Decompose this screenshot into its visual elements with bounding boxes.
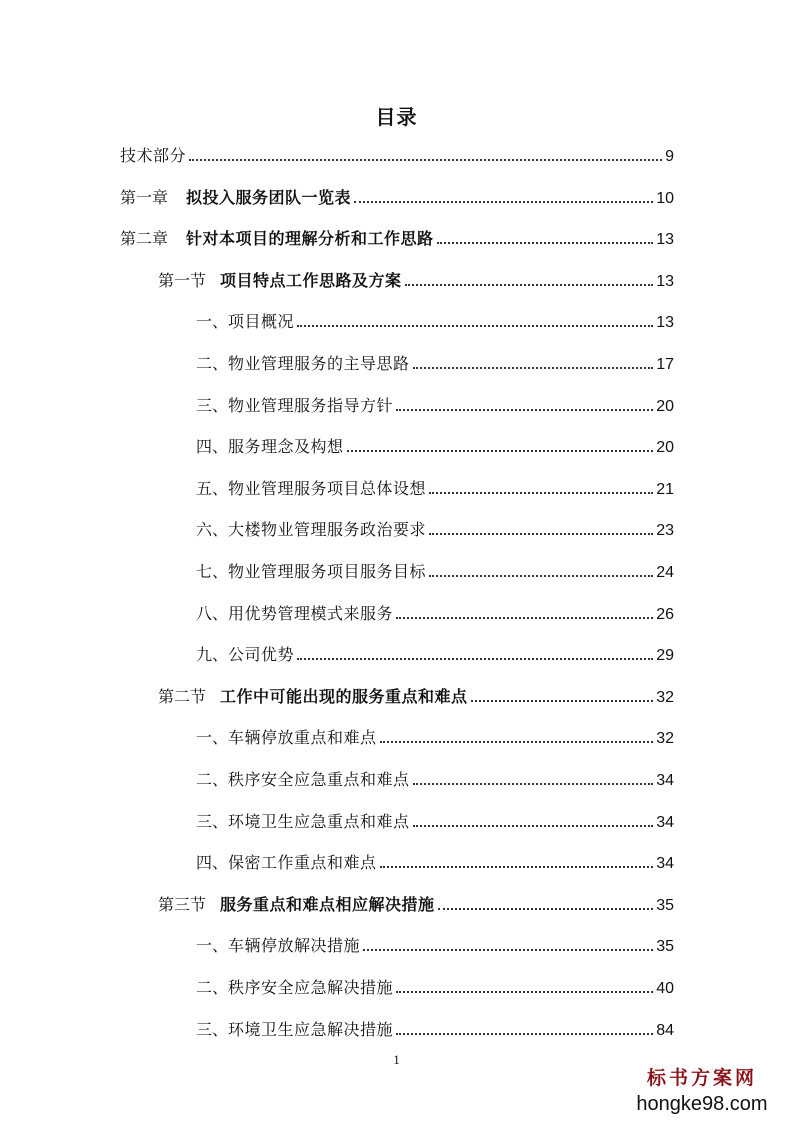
toc-entry-page: 84 — [656, 1022, 674, 1039]
toc-entry[interactable] — [0, 556, 793, 582]
toc-entry[interactable] — [0, 348, 793, 374]
toc-entry-title: 公司优势 — [228, 645, 295, 664]
toc-entry-page: 10 — [656, 190, 674, 207]
toc-entry-title: 大楼物业管理服务政治要求 — [228, 520, 427, 539]
toc-entry-number: 第一节 — [158, 271, 207, 290]
toc-dot-leader — [438, 908, 654, 910]
toc-dot-leader — [429, 533, 653, 535]
toc-entry[interactable] — [0, 431, 793, 457]
toc-entry[interactable] — [0, 639, 793, 665]
toc-entry-number: 二、 — [196, 770, 229, 789]
page-number: 1 — [393, 1052, 400, 1067]
toc-entry[interactable] — [0, 722, 793, 748]
toc-entry-title: 针对本项目的理解分析和工作思路 — [186, 229, 434, 248]
toc-entry-page: 34 — [656, 814, 674, 831]
toc-entry[interactable] — [0, 306, 793, 332]
toc-entry-number: 三、 — [196, 812, 229, 831]
toc-entry[interactable] — [0, 1014, 793, 1040]
toc-entry-title: 服务重点和难点相应解决措施 — [220, 895, 435, 914]
toc-dot-leader — [396, 991, 653, 993]
toc-entry-title: 车辆停放重点和难点 — [228, 728, 377, 747]
toc-entry-title: 秩序安全应急解决措施 — [228, 978, 394, 997]
toc-entry-page: 20 — [656, 398, 674, 415]
toc-entry-number: 一、 — [196, 728, 229, 747]
toc-dot-leader — [380, 741, 654, 743]
toc-entry-page: 13 — [656, 231, 674, 248]
toc-entry[interactable] — [0, 930, 793, 956]
toc-entry-page: 35 — [656, 897, 674, 914]
watermark-logo — [627, 1066, 777, 1116]
toc-dot-leader — [437, 242, 654, 244]
toc-dot-leader — [380, 866, 654, 868]
toc-entry-page: 24 — [656, 564, 674, 581]
toc-entry-page: 9 — [665, 148, 674, 165]
toc-entry[interactable] — [0, 514, 793, 540]
toc-entry-page: 21 — [656, 481, 674, 498]
toc-entry[interactable] — [0, 972, 793, 998]
watermark-url: hongke98.com — [636, 1093, 768, 1115]
toc-entry-number: 第三节 — [158, 895, 207, 914]
toc-dot-leader — [396, 617, 653, 619]
toc-entry-title: 物业管理服务的主导思路 — [228, 354, 410, 373]
toc-dot-leader — [297, 325, 653, 327]
toc-entry-number: 第二节 — [158, 687, 207, 706]
toc-entry-title: 环境卫生应急解决措施 — [228, 1020, 394, 1039]
toc-entry[interactable] — [0, 182, 793, 208]
toc-entry-number: 一、 — [196, 936, 229, 955]
toc-entry-number: 一、 — [196, 312, 229, 331]
toc-entry-title: 秩序安全应急重点和难点 — [228, 770, 410, 789]
toc-entry-page: 34 — [656, 855, 674, 872]
watermark-site-name: 标书方案网 — [646, 1067, 757, 1089]
toc-entry-number: 九、 — [196, 645, 229, 664]
toc-entry-number: 第二章 — [120, 229, 169, 248]
toc-entry-page: 40 — [656, 980, 674, 997]
toc-entry-page: 17 — [656, 356, 674, 373]
toc-entry-title: 拟投入服务团队一览表 — [186, 188, 352, 207]
toc-dot-leader — [297, 658, 653, 660]
toc-entry[interactable] — [0, 764, 793, 790]
toc-entry-title: 项目特点工作思路及方案 — [220, 271, 402, 290]
toc-entry[interactable] — [0, 223, 793, 249]
toc-dot-leader — [354, 201, 653, 203]
toc-entry[interactable] — [0, 806, 793, 832]
toc-dot-leader — [413, 367, 654, 369]
toc-dot-leader — [363, 949, 653, 951]
toc-entry-page: 32 — [656, 730, 674, 747]
toc-entry-page: 29 — [656, 647, 674, 664]
toc-entry[interactable] — [0, 390, 793, 416]
toc-entry-number: 五、 — [196, 479, 229, 498]
toc-entry[interactable] — [0, 140, 793, 166]
toc-entry-page: 26 — [656, 606, 674, 623]
toc-dot-leader — [396, 409, 653, 411]
toc-entry-number: 二、 — [196, 978, 229, 997]
page-title: 目录 — [375, 105, 418, 129]
toc-entry-number: 三、 — [196, 396, 229, 415]
toc-entry-title: 保密工作重点和难点 — [228, 853, 377, 872]
toc-entry-number: 三、 — [196, 1020, 229, 1039]
toc-entry-page: 34 — [656, 772, 674, 789]
toc-entry-number: 第一章 — [120, 188, 169, 207]
toc-entry-number: 八、 — [196, 604, 229, 623]
toc-dot-leader — [471, 700, 654, 702]
toc-entry[interactable] — [0, 473, 793, 499]
toc-entry-number: 六、 — [196, 520, 229, 539]
toc-dot-leader — [413, 783, 654, 785]
toc-entry-page: 23 — [656, 522, 674, 539]
toc-entry[interactable] — [0, 889, 793, 915]
toc-entry[interactable] — [0, 265, 793, 291]
toc-entry-title: 项目概况 — [228, 312, 295, 331]
toc-dot-leader — [347, 450, 654, 452]
toc-entry[interactable] — [0, 681, 793, 707]
toc-entry-title: 技术部分 — [120, 146, 187, 165]
toc-dot-leader — [429, 575, 653, 577]
toc-entry-page: 13 — [656, 314, 674, 331]
toc-entry-title: 车辆停放解决措施 — [228, 936, 361, 955]
toc-entry-page: 32 — [656, 689, 674, 706]
toc-entry[interactable] — [0, 598, 793, 624]
toc-dot-leader — [413, 825, 654, 827]
toc-dot-leader — [429, 492, 653, 494]
toc-entry-number: 四、 — [196, 437, 229, 456]
toc-entry-page: 13 — [656, 273, 674, 290]
toc-entry-page: 20 — [656, 439, 674, 456]
toc-entry-title: 工作中可能出现的服务重点和难点 — [220, 687, 468, 706]
toc-entry-title: 物业管理服务指导方针 — [228, 396, 394, 415]
toc-entry[interactable] — [0, 847, 793, 873]
toc-entry-title: 用优势管理模式来服务 — [228, 604, 394, 623]
toc-entry-title: 物业管理服务项目服务目标 — [228, 562, 427, 581]
toc-entry-number: 二、 — [196, 354, 229, 373]
toc-entry-page: 35 — [656, 938, 674, 955]
toc-entry-title: 服务理念及构想 — [228, 437, 344, 456]
toc-dot-leader — [405, 284, 654, 286]
toc-entry-number: 四、 — [196, 853, 229, 872]
toc-dot-leader — [396, 1033, 653, 1035]
toc-dot-leader — [189, 159, 662, 161]
toc-entry-title: 环境卫生应急重点和难点 — [228, 812, 410, 831]
toc-entry-number: 七、 — [196, 562, 229, 581]
toc-entry-title: 物业管理服务项目总体设想 — [228, 479, 427, 498]
